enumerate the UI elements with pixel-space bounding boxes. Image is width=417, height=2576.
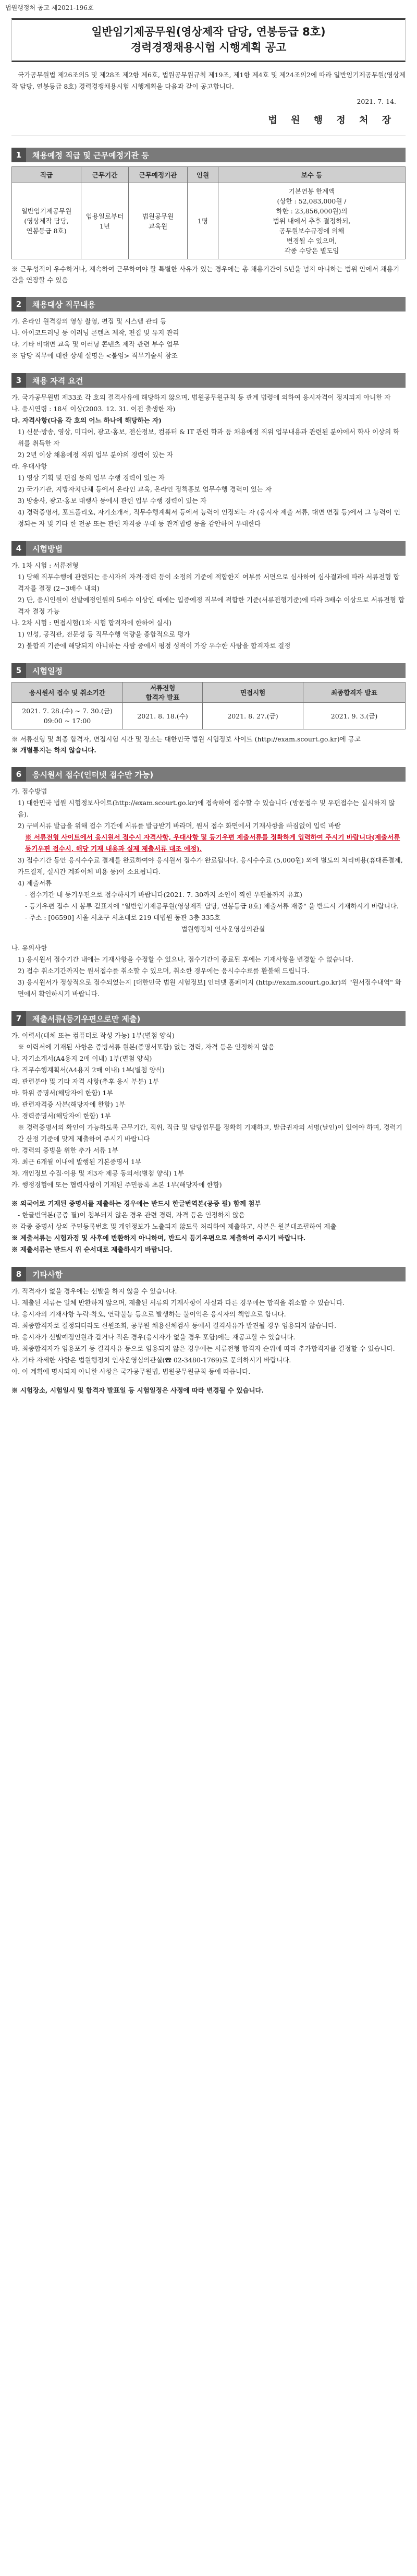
list-item: 3) 응시원서가 정상적으로 접수되었는지 [대한민국 법원 시험정보] 인터넷 홈페이지 (http://exam.scourt.go.kr)의 "원서접수내역" 화면에서 확인하시기 바랍니다. <box>18 978 401 998</box>
doc-number: 법원행정처 공고 제2021-196호 <box>5 4 94 11</box>
section-header-2 <box>11 297 406 311</box>
section-title: 응시원서 접수(인터넷 접수만 가능) <box>32 770 154 780</box>
table-header: 최종합격자 발표 <box>303 682 406 703</box>
notice-date: 2021. 7. 14. <box>357 98 396 105</box>
list-item: 3) 접수기간 동안 응시수수료 결제를 완료하여야 응시원서 접수가 완료됩니다. 응시수수료 (5,000원) 외에 별도의 처리비용(휴대폰결제, 카드결제, 실시간 계좌이체 비용 등)이 소요됩니다. <box>18 856 403 876</box>
address-line: - 주소 : [06590] 서울 서초구 서초대로 219 대법원 동관 3층 335호 <box>25 914 220 921</box>
list-item: 2) 2년 이상 채용예정 직위 업무 분야의 경력이 있는 자 <box>18 451 174 459</box>
cell-org: 법원공무원 교육원 <box>129 183 188 259</box>
note-line: - 한글번역본(공증 필)이 첨부되지 않은 경우 관련 경력, 자격 등은 인정하지 않음 <box>18 1211 245 1219</box>
section-body-3 <box>11 392 406 530</box>
title-line-1: 일반임기제공무원(영상제작 담당, 연봉등급 8호) <box>91 26 326 38</box>
list-item: 사. 경력증명서(해당자에 한함) 1부 <box>11 1112 111 1120</box>
note-line: ※ 외국어로 기재된 증명서를 제출하는 경우에는 반드시 한글번역본(공증 필) 함께 첨부 <box>11 1200 261 1207</box>
list-item: 3) 방송사, 광고·홍보 대행사 등에서 관련 업무 수행 경력이 있는 자 <box>18 497 207 505</box>
cell-doc-result: 2021. 8. 18.(수) <box>123 703 203 729</box>
intro-text: 국가공무원법 제26조의5 및 제28조 제2항 제6호, 법원공무원규칙 제19조, 제1항 제4호 및 제24조의2에 따라 일반임기제공무원(영상제작 담당, 연봉등급 8호) 경력경쟁채용시험 시행계획을 다음과 같이 공고합니다. <box>11 71 406 90</box>
list-item: 1) 응시원서 접수기간 내에는 기재사항을 수정할 수 있으나, 접수기간이 종료된 후에는 기재사항을 변경할 수 없습니다. <box>18 955 353 963</box>
list-item: 바. 관련자격증 사본(해당자에 한함) 1부 <box>11 1100 126 1108</box>
section-title: 채용예정 직급 및 근무예정기관 등 <box>32 150 149 160</box>
table-row <box>12 703 406 729</box>
list-item: 1) 신문·방송, 영상, 미디어, 광고·홍보, 전산정보, 컴퓨터 & IT 관련 학과 등 채용예정 직위 업무내용과 관련된 분야에서 학사 이상의 학위를 취득한 자 <box>18 428 400 447</box>
list-item: 라. 관련분야 및 기타 자격 사항(추후 응시 부분) 1부 <box>11 1077 159 1085</box>
section-header-1 <box>11 148 406 162</box>
list-item: 나. 응시연령 : 18세 이상(2003. 12. 31. 이전 출생한 자) <box>11 405 176 413</box>
cell-period: 임용일로부터 1년 <box>81 183 129 259</box>
list-item: - 접수기간 내 등기우편으로 접수하시기 바랍니다(2021. 7. 30까지 소인이 찍힌 우편물까지 유효) <box>25 891 302 898</box>
section-title: 시험일정 <box>32 666 63 676</box>
list-item: 4) 제출서류 <box>18 879 52 887</box>
list-item: ※ 이력서에 기재된 사항은 증빙서류 원본(증명서포함) 없는 경력, 자격 등은 인정하지 않음 <box>18 1043 275 1051</box>
list-item: 가. 접수방법 <box>11 787 47 795</box>
warning-text: ※ 서류전형 사이트에서 응시원서 접수시 자격사항, 우대사항 및 등기우편 제출서류를 정확하게 입력하여 주시기 바랍니다(제출서류 등기우편 접수시, 해당 기재 내용과 실제 제출서류 대조 예정). <box>25 833 400 853</box>
cell-final-result: 2021. 9. 3.(금) <box>303 703 406 729</box>
list-item: 1) 당해 직무수행에 관련되는 응시자의 자격·경력 등이 소정의 기준에 적합한지 여부를 서면으로 심사하여 심사결과에 따라 서류전형 합격자를 결정 (2~3배수 내외) <box>18 573 400 592</box>
list-item: 다. 직무수행계획서(A4용지 2매 이내) 1부(별첨 양식) <box>11 1066 165 1074</box>
section-title: 제출서류(등기우편으로만 제출) <box>32 1014 141 1024</box>
list-item: 2) 불합격 기준에 해당되지 아니하는 사람 중에서 평정 성적이 가장 우수한 사람을 합격자로 결정 <box>18 642 291 650</box>
list-item: 가. 적격자가 없을 경우에는 선발을 하지 않을 수 있습니다. <box>11 1287 177 1295</box>
cell-interview: 2021. 8. 27.(금) <box>203 703 303 729</box>
issuer: 법 원 행 정 처 장 <box>268 115 396 126</box>
schedule-table <box>11 682 406 729</box>
list-item: 4) 경력증명서, 포트폴리오, 자기소개서, 직무수행계획서 등에서 능력이 인정되는 자 (응시자 제출 서류, 대면 면접 등)에서 그 능력이 인정되는 자 및 기타 한 전공 또는 관련 자격증 우대 등 관계법령 등을 감안하여 우대한다 <box>18 508 400 528</box>
list-item: ※ 경력증명서의 확인이 가능하도록 근무기간, 직위, 직급 및 담당업무를 정확히 기재하고, 발급권자의 서명(날인)이 있어야 하며, 경력기간 산정 기준에 맞게 제출하여 주시기 바랍니다 <box>18 1123 402 1143</box>
cell-count: 1명 <box>188 183 218 259</box>
list-item: 2) 단, 응시인원이 선발예정인원의 5배수 이상인 때에는 입증예정 직무에 적합한 기준(서류전형기준)에 따라 3배수 이상으로 서류전형 합격자 결정 가능 <box>18 596 405 615</box>
cell-grade: 일반임기제공무원 (영상제작 담당, 연봉등급 8호) <box>12 183 81 259</box>
list-item: 나. 제출된 서류는 일체 반환하지 않으며, 제출된 서류의 기재사항이 사실과 다른 경우에는 합격을 취소할 수 있습니다. <box>11 1299 345 1307</box>
table-header: 서류전형 합격자 발표 <box>123 682 203 703</box>
list-item: 사. 기타 자세한 사항은 법원행정처 인사운영심의관실(☎ 02-3480-1769)로 문의하시기 바랍니다. <box>11 1356 291 1364</box>
section-header-6 <box>11 767 406 782</box>
section-number: 8 <box>11 1267 26 1281</box>
table-row <box>12 183 406 259</box>
section-body-8 <box>11 1286 406 1396</box>
list-item: 아. 이 계획에 명시되지 아니한 사항은 국가공무원법, 법원공무원규칙 등에 따릅니다. <box>11 1368 251 1375</box>
schedule-note-2: ※ 개별통지는 하지 않습니다. <box>11 746 96 754</box>
table-header: 인원 <box>188 167 218 183</box>
note-line: ※ 제출서류는 반드시 위 순서대로 제출하시기 바랍니다. <box>11 1245 173 1253</box>
list-item: 다. 자격사항(다음 각 호의 어느 하나에 해당하는 자) <box>11 416 162 424</box>
list-item: 나. 유의사항 <box>11 944 47 952</box>
list-item: 마. 응시자가 선발예정인원과 같거나 적은 경우(응시자가 없을 경우 포함)에는 재공고할 수 있습니다. <box>11 1333 296 1341</box>
section-header-3 <box>11 373 406 388</box>
list-item: 아. 경력의 증빙을 위한 추가 서류 1부 <box>11 1146 118 1154</box>
list-item: 1) 대한민국 법원 시험정보사이트(http://exam.scourt.go.kr)에 접속하여 접수할 수 있습니다 (방문접수 및 우편접수는 실시하지 않음). <box>18 799 395 818</box>
table-header: 직급 <box>12 167 81 183</box>
list-item: 가. 이력서(대체 또는 컴퓨터로 작성 가능) 1부(별첨 양식) <box>11 1032 175 1039</box>
table-note: ※ 근무성적이 우수하거나, 계속하여 근무하여야 할 특별한 사유가 있는 경우에는 총 채용기간이 5년을 넘지 아니하는 범위 안에서 채용기간을 연장할 수 있음 <box>11 265 400 284</box>
section-header-5 <box>11 663 406 678</box>
section-body-2 <box>11 316 406 362</box>
list-item: 라. 우대사항 <box>11 462 47 470</box>
section-number: 2 <box>11 297 26 311</box>
list-item: 2) 접수 취소기간까지는 원서접수를 취소할 수 있으며, 취소한 경우에는 응시수수료를 환불해 드립니다. <box>18 967 310 975</box>
title-line-2: 경력경쟁채용시험 시행계획 공고 <box>130 41 287 54</box>
list-item: 나. 자기소개서(A4용지 2매 이내) 1부(별첨 양식) <box>11 1055 152 1062</box>
list-item: 1) 인성, 공직관, 전문성 등 직무수행 역량을 종합적으로 평가 <box>18 630 190 638</box>
table-header: 근무기간 <box>81 167 129 183</box>
list-item: 다. 응시자의 기재사항 누락·착오, 연락불능 등으로 발생하는 불이익은 응시자의 책임으로 합니다. <box>11 1310 286 1318</box>
section-header-8 <box>11 1267 406 1281</box>
list-item: 가. 온라인 원격강의 영상 촬영, 편집 및 시스템 관리 등 <box>11 317 167 325</box>
section-title: 기타사항 <box>32 1269 63 1279</box>
section-number: 4 <box>11 541 26 556</box>
list-item: 2) 구비서류 발급을 위해 접수 기간에 서류를 발급받기 바라며, 원서 접수 화면에서 기재사항을 빠짐없이 입력 바람 <box>18 822 341 830</box>
list-item: 2) 국가기관, 지방자치단체 등에서 온라인 교육, 온라인 정책홍보 업무수행 경력이 있는 자 <box>18 485 272 493</box>
schedule-note-1: ※ 서류전형 및 최종 합격자, 면접시험 시간 및 장소는 대한민국 법원 시험정보 사이트 (http://exam.scourt.go.kr)에 공고 <box>11 735 361 743</box>
section-body-4 <box>11 560 406 652</box>
cell-apply-period: 2021. 7. 28.(수) ~ 7. 30.(금) 09:00 ~ 17:00 <box>12 703 123 729</box>
list-item: 1) 영상 기획 및 편집 등의 업무 수행 경력이 있는 자 <box>18 474 165 482</box>
address-office: 법원행정처 인사운영심의관실 <box>181 925 265 933</box>
list-item: 가. 국가공무원법 제33조 각 호의 결격사유에 해당하지 않으며, 법원공무원규칙 등 관계 법령에 의하여 응시자격이 정지되지 아니한 자 <box>11 393 391 401</box>
section-number: 7 <box>11 1011 26 1026</box>
section-number: 6 <box>11 767 26 782</box>
list-item: 마. 학위 증명서(해당자에 한함) 1부 <box>11 1089 113 1097</box>
list-item: 바. 최종합격자가 임용포기 등 결격사유 등으로 임용되지 않은 경우에는 서류전형 합격자 순위에 따라 추가합격자를 결정할 수 있습니다. <box>11 1345 395 1352</box>
section-title: 시험방법 <box>32 544 63 554</box>
table-header: 면접시험 <box>203 682 303 703</box>
list-item: 다. 기타 비대면 교육 및 이러닝 콘텐츠 제작 관련 부수 업무 <box>11 340 179 348</box>
title-box <box>11 18 406 62</box>
table-header: 보수 등 <box>218 167 406 183</box>
position-table <box>11 166 406 259</box>
table-header: 응시원서 접수 및 취소기간 <box>12 682 123 703</box>
section-title: 채용대상 직무내용 <box>32 299 96 309</box>
section-body-7 <box>11 1030 406 1255</box>
section-title: 채용 자격 요건 <box>32 376 83 386</box>
section-number: 1 <box>11 148 26 162</box>
list-item: 나. 2차 시험 : 면접시험(1차 시험 합격자에 한하여 실시) <box>11 619 172 627</box>
note-line: ※ 제출서류는 시험과정 및 사후에 반환하지 아니하며, 반드시 등기우편으로 제출하여 주시기 바랍니다. <box>11 1234 306 1242</box>
section-header-4 <box>11 541 406 556</box>
list-item: 라. 최종합격자로 결정되더라도 신원조회, 공무원 채용신체검사 등에서 결격사유가 발견될 경우 임용되지 않습니다. <box>11 1322 337 1329</box>
section-number: 3 <box>11 373 26 388</box>
list-item: 나. 아이코드러닝 등 이러닝 콘텐츠 제작, 편집 및 유지 관리 <box>11 329 179 337</box>
section-header-7 <box>11 1011 406 1026</box>
note-line: ※ 각종 증명서 상의 주민등록번호 및 개인정보가 노출되지 않도록 처리하여 제출하고, 사본은 원본대조필하여 제출 <box>11 1223 337 1230</box>
cell-pay: 기본연봉 한계액 (상한 : 52,083,000원 / 하한 : 23,856,000원)의 범위 내에서 추후 결정하되, 공무원보수규정에 의해 변경될 수 있으며, 각종 수당은 별도임 <box>218 183 406 259</box>
table-header: 근무예정기관 <box>129 167 188 183</box>
list-item: 자. 최근 6개월 이내에 발행된 기본증명서 1부 <box>11 1158 141 1166</box>
section-body-6 <box>11 786 406 1000</box>
section-number: 5 <box>11 663 26 678</box>
list-item: - 등기우편 접수 시 봉투 겉표지에 "일반임기제공무원(영상제작 담당, 연봉등급 8호) 제출서류 재중" 을 반드시 기재하시기 바랍니다. <box>25 902 399 910</box>
list-item: 카. 행정경험에 또는 협력사항이 기재된 주민등록 초본 1부(해당자에 한함) <box>11 1181 222 1189</box>
list-item: 가. 1차 시험 : 서류전형 <box>11 561 79 569</box>
list-item: ※ 담당 직무에 대한 상세 설명은 <붙임> 직무기술서 참조 <box>11 352 178 360</box>
list-item: 차. 개인정보 수집·이용 및 제3자 제공 동의서(별첨 양식) 1부 <box>11 1169 185 1177</box>
final-note: ※ 시험장소, 시험일시 및 합격자 발표일 등 시험일정은 사정에 따라 변경될 수 있습니다. <box>11 1386 264 1394</box>
